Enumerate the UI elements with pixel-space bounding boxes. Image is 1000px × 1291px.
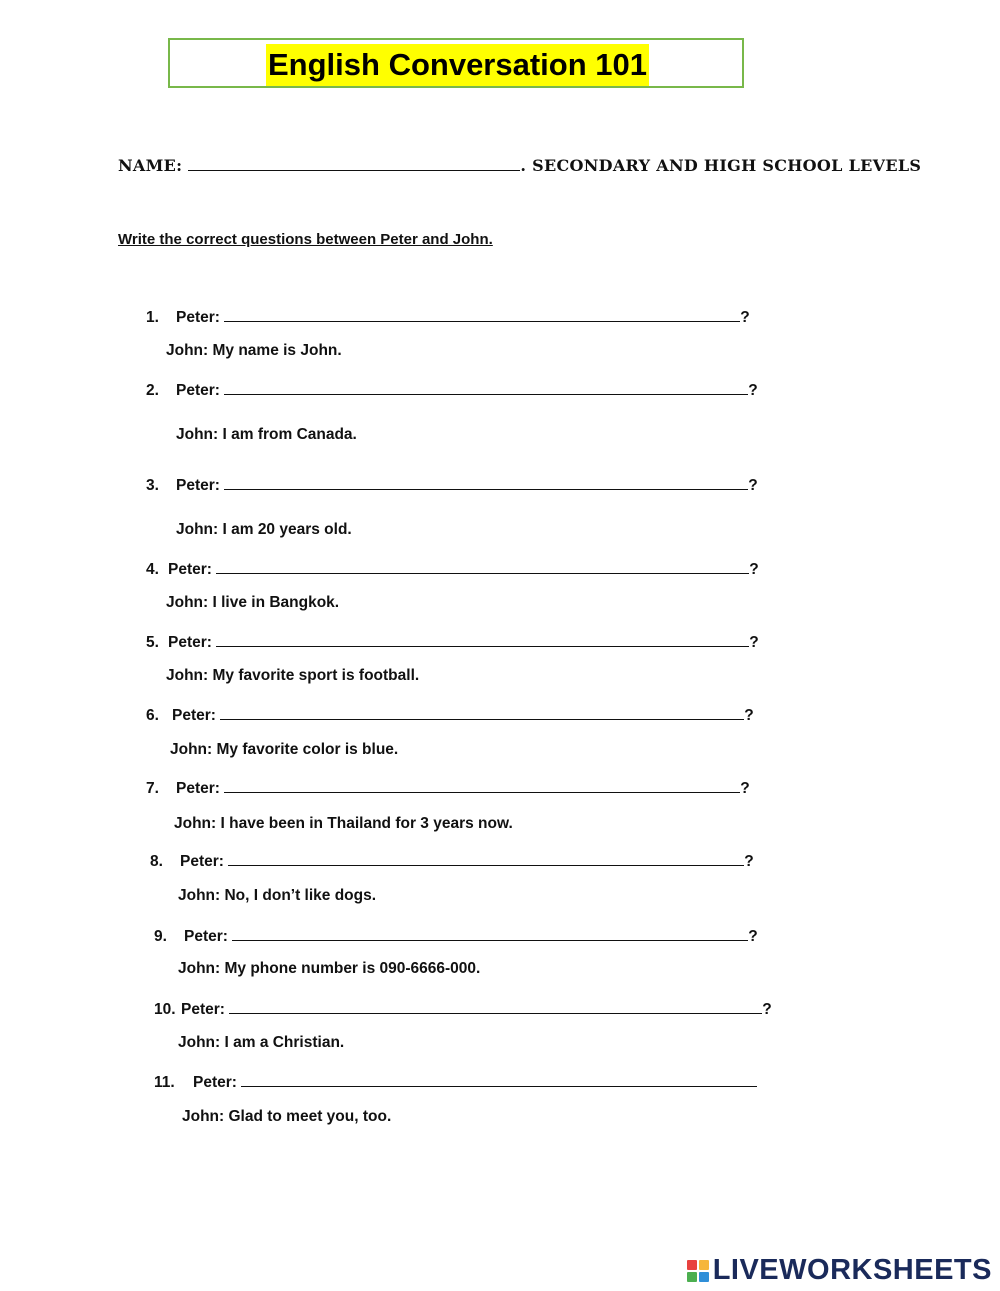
peter-label: Peter: bbox=[180, 853, 224, 870]
question-row-1 bbox=[146, 306, 750, 327]
answer-blank[interactable] bbox=[216, 558, 749, 574]
level-label: . SECONDARY AND HIGH SCHOOL LEVELS bbox=[520, 156, 922, 175]
logo-square bbox=[699, 1272, 709, 1282]
logo-square bbox=[699, 1260, 709, 1270]
answer-blank[interactable] bbox=[220, 704, 744, 720]
name-label: NAME: bbox=[118, 156, 183, 175]
john-reply-9: John: My phone number is 090-6666-000. bbox=[178, 960, 481, 977]
john-reply-3: John: I am 20 years old. bbox=[176, 521, 352, 538]
answer-blank[interactable] bbox=[224, 777, 740, 793]
john-reply-1: John: My name is John. bbox=[166, 342, 342, 359]
logo-square bbox=[687, 1272, 697, 1282]
question-number: 5. bbox=[146, 634, 159, 651]
question-number: 2. bbox=[146, 382, 159, 399]
question-row-7 bbox=[146, 777, 750, 798]
question-mark: ? bbox=[762, 1001, 772, 1018]
question-row-6 bbox=[146, 704, 754, 725]
question-mark: ? bbox=[748, 382, 758, 399]
john-reply-2: John: I am from Canada. bbox=[176, 426, 357, 443]
name-blank[interactable] bbox=[188, 156, 520, 171]
question-number: 6. bbox=[146, 707, 159, 724]
question-number: 8. bbox=[150, 853, 163, 870]
peter-label: Peter: bbox=[176, 309, 220, 326]
question-number: 1. bbox=[146, 309, 159, 326]
question-mark: ? bbox=[744, 853, 754, 870]
question-number: 7. bbox=[146, 780, 159, 797]
john-reply-8: John: No, I don’t like dogs. bbox=[178, 887, 377, 904]
question-number: 4. bbox=[146, 561, 159, 578]
liveworksheets-logo bbox=[687, 1254, 992, 1287]
question-row-4 bbox=[146, 558, 759, 579]
question-row-3 bbox=[146, 474, 758, 495]
peter-label: Peter: bbox=[172, 707, 216, 724]
answer-blank[interactable] bbox=[216, 631, 749, 647]
instructions: Write the correct questions between Peter and John. bbox=[118, 231, 493, 248]
question-mark: ? bbox=[749, 561, 759, 578]
question-number: 9. bbox=[154, 928, 167, 945]
answer-blank[interactable] bbox=[229, 998, 762, 1014]
question-number: 3. bbox=[146, 477, 159, 494]
john-reply-6: John: My favorite color is blue. bbox=[170, 741, 399, 758]
answer-blank[interactable] bbox=[232, 925, 748, 941]
question-mark: ? bbox=[740, 780, 750, 797]
question-number: 10. bbox=[154, 1001, 176, 1018]
answer-blank[interactable] bbox=[241, 1071, 757, 1087]
page-title: English Conversation 101 bbox=[266, 44, 649, 86]
john-reply-5: John: My favorite sport is football. bbox=[166, 667, 420, 684]
question-row-8 bbox=[150, 850, 754, 871]
question-row-10 bbox=[154, 998, 772, 1019]
peter-label: Peter: bbox=[176, 382, 220, 399]
question-mark: ? bbox=[748, 477, 758, 494]
peter-label: Peter: bbox=[176, 477, 220, 494]
question-row-11 bbox=[154, 1071, 757, 1092]
liveworksheets-logo-icon bbox=[687, 1260, 709, 1282]
peter-label: Peter: bbox=[168, 634, 212, 651]
name-row bbox=[118, 156, 921, 175]
john-reply-7: John: I have been in Thailand for 3 years now. bbox=[174, 815, 513, 832]
peter-label: Peter: bbox=[193, 1074, 237, 1091]
question-row-9 bbox=[154, 925, 758, 946]
question-row-2 bbox=[146, 379, 758, 400]
john-reply-11: John: Glad to meet you, too. bbox=[182, 1108, 392, 1125]
question-row-5 bbox=[146, 631, 759, 652]
question-mark: ? bbox=[744, 707, 754, 724]
logo-square bbox=[687, 1260, 697, 1270]
question-mark: ? bbox=[740, 309, 750, 326]
question-mark: ? bbox=[748, 928, 758, 945]
answer-blank[interactable] bbox=[224, 474, 748, 490]
peter-label: Peter: bbox=[184, 928, 228, 945]
answer-blank[interactable] bbox=[224, 306, 740, 322]
peter-label: Peter: bbox=[168, 561, 212, 578]
john-reply-10: John: I am a Christian. bbox=[178, 1034, 345, 1051]
peter-label: Peter: bbox=[176, 780, 220, 797]
peter-label: Peter: bbox=[181, 1001, 225, 1018]
logo-text: LIVEWORKSHEETS bbox=[712, 1254, 992, 1286]
question-number: 11. bbox=[154, 1074, 175, 1091]
answer-blank[interactable] bbox=[224, 379, 748, 395]
john-reply-4: John: I live in Bangkok. bbox=[166, 594, 340, 611]
answer-blank[interactable] bbox=[228, 850, 744, 866]
question-mark: ? bbox=[749, 634, 759, 651]
